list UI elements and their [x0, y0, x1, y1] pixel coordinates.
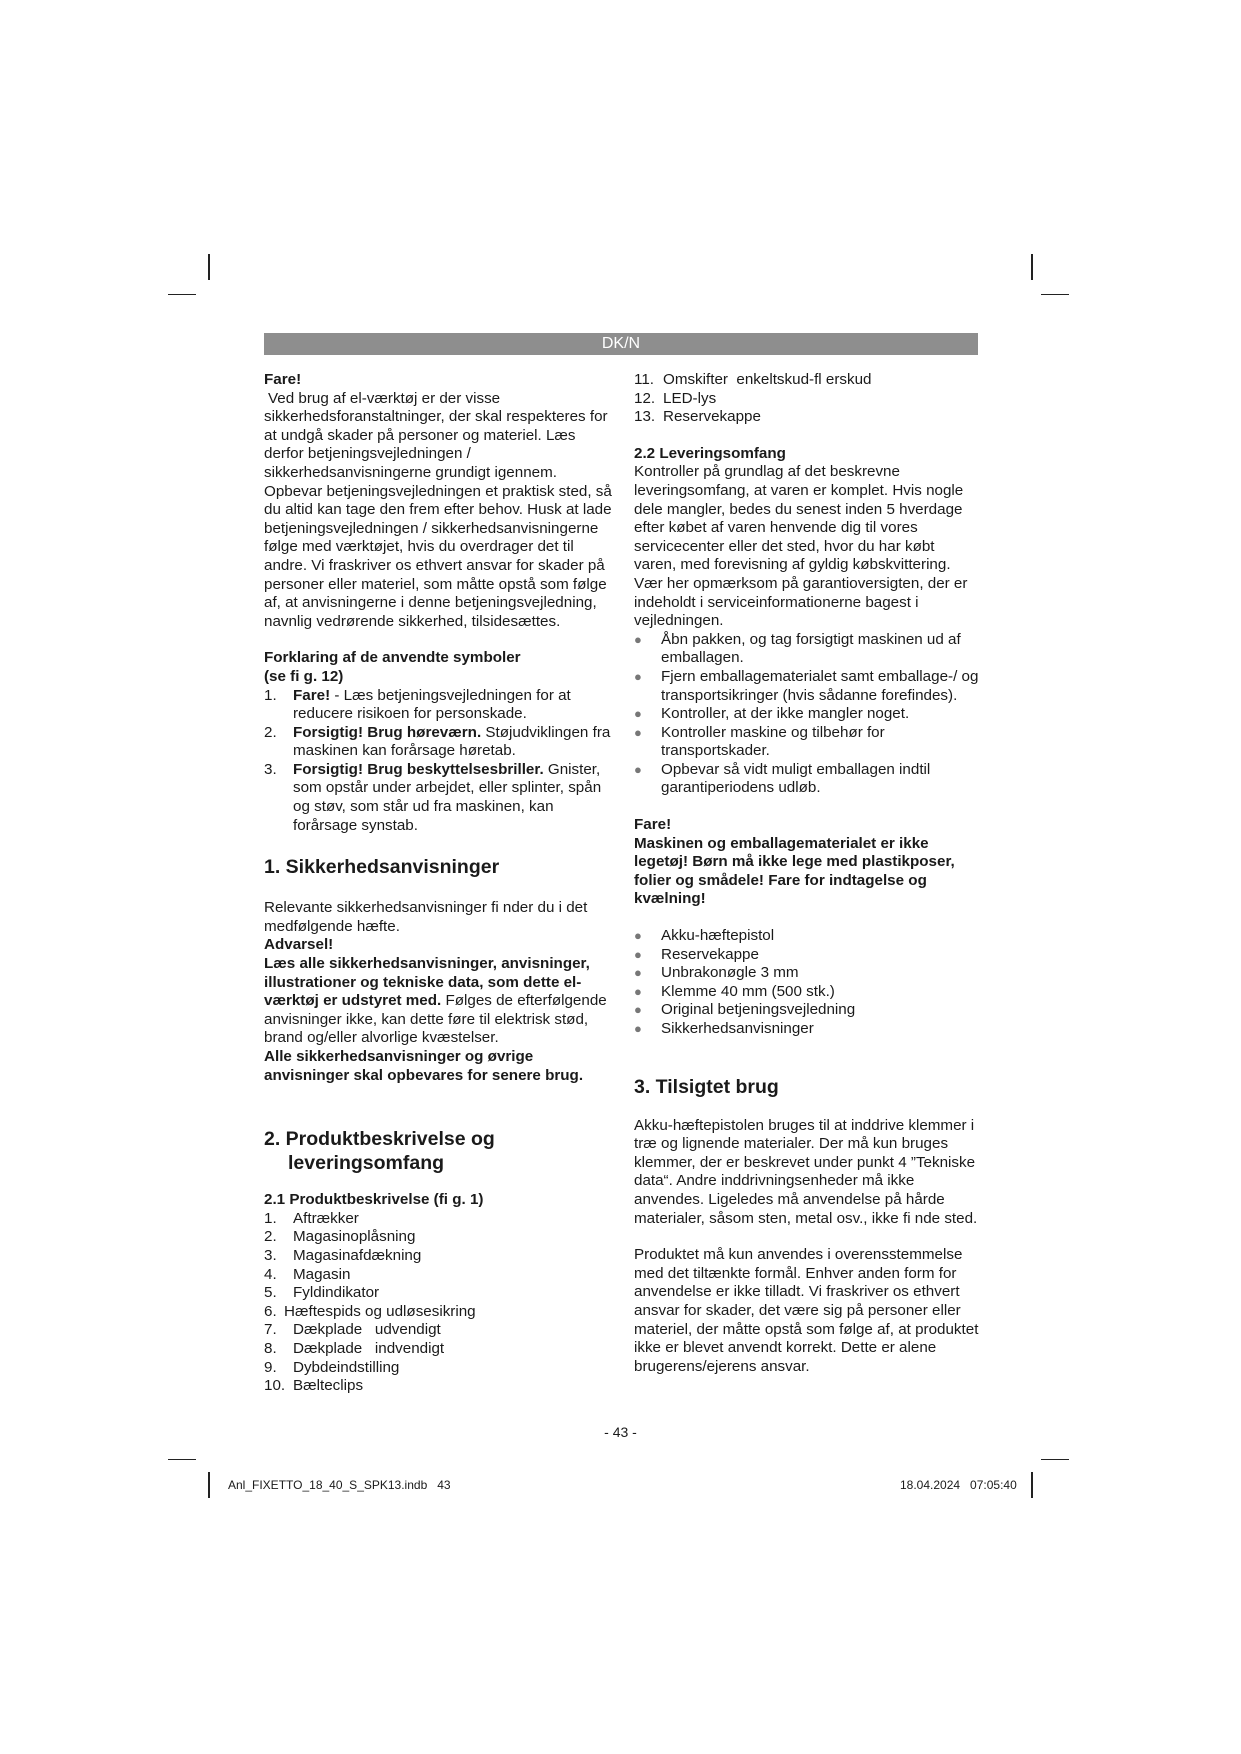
- page-number: - 43 -: [604, 1424, 637, 1440]
- parts-list: [264, 1210, 614, 1396]
- crop-mark-top-right-horizontal: [1041, 294, 1069, 295]
- subsection-2-2-heading: 2.2 Leveringsomfang: [634, 444, 786, 462]
- fare-warning-paragraph: Maskinen og emballagematerialet er ikke legetøj! Børn må ikke lege med plastikposer, folier og smådele! Fare for indtagelse og kvælning!: [634, 834, 955, 908]
- list-item: 2. Forsigtig! Brug høreværn. Støjudviklingen fra maskinen kan forårsage høretab.: [264, 723, 611, 760]
- list-item: 1. Aftrækker: [264, 1209, 359, 1227]
- bullet-icon: ●: [634, 965, 642, 981]
- list-item: ● Klemme 40 mm (500 stk.): [634, 982, 835, 1000]
- bullet-icon: ●: [634, 761, 642, 777]
- parts-list-continued: [634, 371, 980, 427]
- footer-timestamp: 18.04.2024 07:05:40: [900, 1478, 1017, 1492]
- fare-heading-right: Fare!: [634, 816, 672, 834]
- list-item: 1. Fare! - Læs betjeningsvejledningen for at reducere risikoen for personskade.: [264, 686, 571, 723]
- list-item: 5. Fyldindikator: [264, 1284, 380, 1302]
- list-item: ● Akku-hæftepistol: [634, 927, 775, 945]
- advarsel-paragraph: Læs alle sikkerhedsanvisninger, anvisninger, illustrationer og tekniske data, som dette el-værktøj er udstyret med. Følges de efterfølgende anvisninger ikke, kan dette føre til elektrisk stød, brand og/eller alvorlige kvæstelser.: [264, 955, 607, 1047]
- list-item: 9. Dybdeindstilling: [264, 1358, 400, 1376]
- crop-mark-bottom-left-horizontal: [168, 1459, 196, 1460]
- crop-mark-bottom-left-vertical: [208, 1472, 210, 1498]
- crop-mark-top-left-vertical: [208, 254, 210, 280]
- bullet-icon: ●: [634, 668, 642, 684]
- fare-heading: Fare!: [264, 371, 302, 388]
- advarsel-heading: Advarsel!: [264, 936, 334, 954]
- list-item: 13. Reservekappe: [634, 408, 761, 426]
- subsection-2-1-heading: 2.1 Produktbeskrivelse (fi g. 1): [264, 1191, 484, 1209]
- list-item: 8. Dækplade indvendigt: [264, 1339, 445, 1357]
- crop-mark-top-left-horizontal: [168, 294, 196, 295]
- list-item: ● Kontroller, at der ikke mangler noget.: [634, 705, 910, 723]
- list-item: 4. Magasin: [264, 1265, 351, 1283]
- right-column: [634, 371, 980, 1376]
- bullet-icon: ●: [634, 1002, 642, 1018]
- list-item: ● Unbrakonøgle 3 mm: [634, 964, 799, 982]
- bullet-icon: ●: [634, 946, 642, 962]
- list-item: 3. Forsigtig! Brug beskyttelsesbriller. Gnister, som opstår under arbejdet, eller splinter, spån og støv, som står ud fra maskinen, kan forårsage synstab.: [264, 760, 602, 834]
- section1-paragraph: Relevante sikkerhedsanvisninger fi nder du i det medfølgende hæfte.: [264, 899, 588, 935]
- left-column: [264, 371, 614, 1396]
- section3-heading: 3. Tilsigtet brug: [634, 1075, 779, 1098]
- bullet-icon: ●: [634, 724, 642, 740]
- delivery-paragraph: Kontroller på grundlag af det beskrevne leveringsomfang, at varen er komplet. Hvis nogle dele mangler, bedes du senest inden 5 hverdage efter købet af varen henvende dig til vores servicecenter eller det sted, hvor du har købt varen, med forevisning af gyldig købskvittering. Vær her opmærksom på garantioversigten, der er indeholdt i serviceinformationerne bagest i vejledningen.: [634, 463, 968, 630]
- bullet-icon: ●: [634, 631, 642, 647]
- delivery-steps-list: [634, 631, 980, 798]
- section1-heading: 1. Sikkerhedsanvisninger: [264, 856, 500, 879]
- list-item: ● Opbevar så vidt muligt emballagen indtil garantiperiodens udløb.: [634, 760, 931, 797]
- list-item: ● Original betjeningsvejledning: [634, 1001, 856, 1019]
- language-header-bar: DK/N: [264, 333, 978, 355]
- list-item: ● Fjern emballagematerialet samt emballage-/ og transportsikringer (hvis sådanne forefindes).: [634, 667, 979, 704]
- bullet-icon: ●: [634, 928, 642, 944]
- bullet-icon: ●: [634, 706, 642, 722]
- crop-mark-top-right-vertical: [1031, 254, 1033, 280]
- section2-heading: 2. Produktbeskrivelse og leveringsomfang: [264, 1128, 495, 1175]
- list-item: 10. Bælteclips: [264, 1377, 364, 1395]
- symbols-list: [264, 687, 614, 836]
- list-item: ● Sikkerhedsanvisninger: [634, 1020, 814, 1037]
- contents-list: [634, 927, 980, 1039]
- list-item: 6. Hæftespids og udløsesikring: [264, 1302, 476, 1320]
- fare-paragraph: Ved brug af el-værktøj er der visse sikkerhedsforanstaltninger, der skal respekteres for at undgå skader på personer og materiel. Læs derfor betjeningsvejledningen / sikkerhedsanvisningerne grundigt igennem. Opbevar betjeningsvejledningen et praktisk sted, så du altid kan tage den frem efter behov. Husk at lade betjeningsvejledningen / sikkerhedsanvisningerne følge med værktøjet, hvis du overdrager det til andre. Vi fraskriver os ethvert ansvar for skader på personer eller materiel, som måtte opstå som følge af, at anvisningerne i denne betjeningsvejledning, navnlig vedrørende sikkerhed, tilsidesættes.: [264, 389, 612, 630]
- advarsel-keep-note: Alle sikkerhedsanvisninger og øvrige anvisninger skal opbevares for senere brug.: [264, 1048, 584, 1084]
- list-item: ● Kontroller maskine og tilbehør for transportskader.: [634, 723, 885, 760]
- list-item: 3. Magasinafdækning: [264, 1246, 422, 1264]
- bullet-icon: ●: [634, 1021, 642, 1036]
- crop-mark-bottom-right-vertical: [1031, 1472, 1033, 1498]
- list-item: ● Åbn pakken, og tag forsigtigt maskinen ud af emballagen.: [634, 630, 961, 667]
- list-item: 12. LED-lys: [634, 389, 717, 407]
- section3-paragraph-2: Produktet må kun anvendes i overensstemmelse med det tiltænkte formål. Enhver anden form for anvendelse er ikke tilladt. Vi fraskriver os ethvert ansvar for skader, det være sig på personer eller materiel, der måtte opstå som følge af, at produktet ikke er blevet anvendt korrekt. Dette er alene brugerens/ejerens ansvar.: [634, 1246, 979, 1375]
- symbols-heading: Forklaring af de anvendte symboler (se fi g. 12): [264, 649, 521, 685]
- crop-mark-bottom-right-horizontal: [1041, 1459, 1069, 1460]
- list-item: 2. Magasinoplåsning: [264, 1228, 416, 1246]
- section3-paragraph-1: Akku-hæftepistolen bruges til at inddrive klemmer i træ og lignende materialer. Der må kun bruges klemmer, der er beskrevet under punkt 4 ”Tekniske data“. Andre inddrivningsenheder må ikke anvendes. Ligeledes må anvendelse på hårde materialer, såsom sten, metal osv., ikke fi nde sted.: [634, 1116, 978, 1227]
- bullet-icon: ●: [634, 983, 642, 999]
- footer-file-name: Anl_FIXETTO_18_40_S_SPK13.indb 43: [228, 1478, 451, 1492]
- list-item: ● Reservekappe: [634, 945, 759, 963]
- list-item: 11. Omskifter enkeltskud-fl erskud: [634, 371, 872, 388]
- list-item: 7. Dækplade udvendigt: [264, 1321, 441, 1339]
